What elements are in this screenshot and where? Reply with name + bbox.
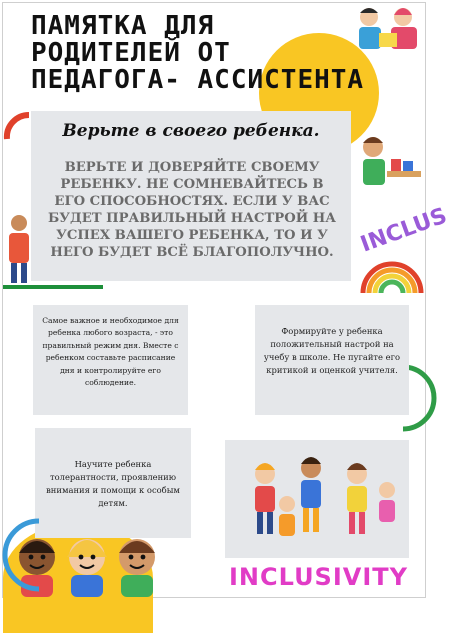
inclus-decorative-text: INCLUS xyxy=(357,203,450,258)
tip-daily-routine-panel xyxy=(33,305,188,415)
title-line-2: РОДИТЕЛЕЙ ОТ xyxy=(31,38,231,68)
rainbow-illustration xyxy=(359,249,425,295)
leaflet-page xyxy=(2,2,450,598)
green-divider-line xyxy=(3,285,103,289)
tip-tolerance-panel xyxy=(35,428,191,538)
child-at-desk-illustration xyxy=(351,131,425,207)
kids-playing-illustration xyxy=(225,440,409,558)
blue-arc-decoration xyxy=(3,513,43,593)
title-line-1: ПАМЯТКА ДЛЯ xyxy=(31,11,215,41)
main-advice-text: ВЕРЬТЕ И ДОВЕРЯЙТЕ СВОЕМУ РЕБЕНКУ. НЕ СОМНЕВАЙТЕСЬ В ЕГО СПОСОБНОСТЯХ. ЕСЛИ У ВАС БУДЕТ ПРАВИЛЬНЫЙ НАСТРОЙ НА УСПЕХ ВАШЕГО РЕБЕНКА, ТО И У НЕГО БУДЕТ ВСЁ БЛАГОПОЛУЧНО. xyxy=(48,160,336,260)
main-advice-panel xyxy=(31,111,351,281)
tip-school-attitude-text: Формируйте у ребенка положительный настрой на учебу в школе. Не пугайте его критикой и оценкой учителя. xyxy=(263,326,401,375)
title-line-3: ПЕДАГОГА- АССИСТЕНТА xyxy=(31,65,365,95)
inclusivity-decorative-text: INCLUSIVITY xyxy=(229,563,409,591)
kids-playing-panel xyxy=(225,440,409,558)
main-advice-heading: Верьте в своего ребенка. xyxy=(62,121,320,141)
red-arc-decoration xyxy=(3,109,33,143)
tip-daily-routine-text: Самое важное и необходимое для ребенка любого возраста, - это правильный режим дня. Вместе с ребенком составьте расписание дня и контролируйте его соблюдение. xyxy=(42,316,179,388)
page-title xyxy=(31,13,391,94)
tip-tolerance-text: Научите ребенка толерантности, проявлению внимания и помощи к особым детям. xyxy=(46,459,180,508)
tip-school-attitude-panel xyxy=(255,305,409,415)
